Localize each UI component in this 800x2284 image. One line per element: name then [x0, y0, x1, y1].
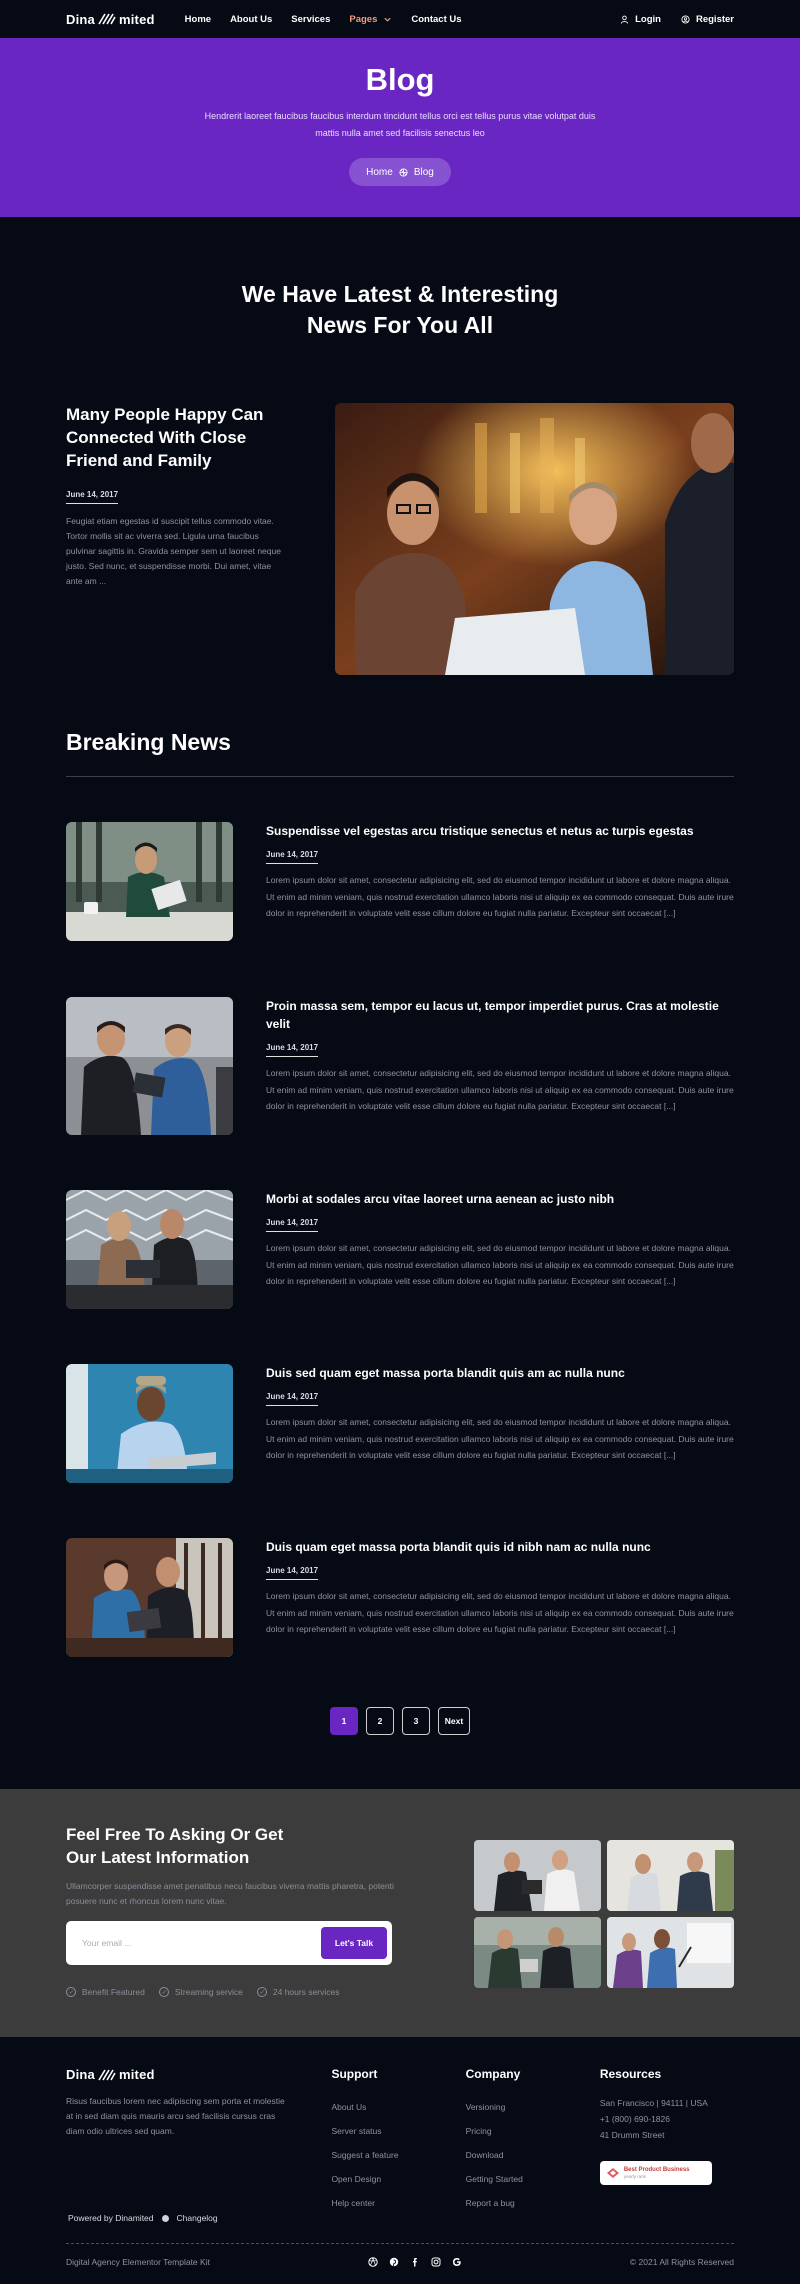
copyright: © 2021 All Rights Reserved [629, 2257, 734, 2267]
footer-about [66, 2067, 331, 2215]
newsletter-title [66, 1823, 396, 1869]
hero-subtitle: Hendrerit laoreet faucibus faucibus interdum tincidunt tellus orci est tellus purus vitae volutpat duis mattis nulla amet sed facilisis senectus leo [204, 111, 596, 138]
news-image[interactable] [66, 1538, 233, 1657]
changelog-link[interactable]: Changelog [176, 2213, 218, 2223]
cafe-laptop-photo [66, 822, 233, 941]
colleagues-tablet-photo [66, 1538, 233, 1657]
newsletter-form [66, 1921, 392, 1965]
logo-mark-icon [98, 2069, 116, 2081]
feature-label: 24 hours services [272, 1987, 340, 1997]
footer-link-suggest[interactable]: Suggest a feature [331, 2150, 399, 2160]
footer-columns [66, 2067, 734, 2215]
grid-photo [607, 1840, 734, 1911]
nav-links [185, 14, 462, 25]
newsletter-features [66, 1987, 396, 1997]
footer-phone[interactable]: +1 (800) 690-1826 [599, 2114, 670, 2124]
newsletter-title-line1: Feel Free To Asking Or Get [66, 1825, 284, 1844]
nav-contact[interactable]: Contact Us [411, 13, 462, 25]
page-title: Blog [365, 62, 435, 97]
check-circle-icon: ✓ [257, 1987, 267, 1997]
footer-link-report-bug[interactable]: Report a bug [465, 2198, 515, 2208]
footer-bottom [66, 2257, 734, 2267]
footer-heading: Resources [599, 2067, 662, 2081]
news-image[interactable] [66, 1364, 233, 1483]
footer-address: San Francisco | 94111 | USA [599, 2098, 708, 2108]
news-date: June 14, 2017 [266, 1043, 318, 1057]
grid-photo [607, 1917, 734, 1988]
footer-link-versioning[interactable]: Versioning [465, 2102, 506, 2112]
news-body [266, 1538, 734, 1657]
award-icon [606, 2167, 620, 2179]
register-label: Register [695, 13, 734, 25]
feature-streaming [159, 1987, 243, 1997]
auth-links [620, 14, 734, 25]
footer-tagline: Digital Agency Elementor Template Kit [66, 2257, 210, 2267]
separator-icon [399, 168, 408, 177]
feature-24h [257, 1987, 340, 1997]
check-circle-icon: ✓ [66, 1987, 76, 1997]
news-date: June 14, 2017 [266, 1392, 318, 1406]
featured-post-text [66, 403, 281, 675]
section-heading-line2: News For You All [306, 312, 494, 338]
email-input[interactable] [82, 1938, 321, 1948]
nav-pages[interactable] [349, 14, 392, 25]
news-item [0, 1364, 800, 1483]
page-3-button[interactable]: 3 [402, 1707, 430, 1735]
featured-post-excerpt: Feugiat etiam egestas id suscipit tellus commodo vitae. Tortor mollis sit ac viverra sed. Ligula urna faucibus pulvinar sagittis in. Gravida semper sem ut laoreet neque justo. Sed nunc, et suspendisse morbi. Dui amet, vitae ante am ... [66, 516, 281, 586]
bullet-icon [162, 2215, 169, 2222]
grid-photo [474, 1917, 601, 1988]
featured-post-image[interactable] [335, 403, 734, 675]
user-icon [620, 15, 629, 24]
nav-home[interactable]: Home [184, 13, 212, 25]
featured-post [0, 403, 800, 675]
footer-resources [600, 2067, 734, 2215]
page-2-button[interactable]: 2 [366, 1707, 394, 1735]
facebook-icon[interactable] [410, 2257, 420, 2267]
news-image[interactable] [66, 822, 233, 941]
featured-post-date: June 14, 2017 [66, 490, 118, 504]
footer-about-text: Risus faucibus lorem nec adipiscing sem porta et molestie at in sed diam quis mauris arcu sed facilisis cursus cras diam odio ultrices sed quam. [66, 2096, 285, 2136]
powered-by-text[interactable]: Powered by Dinamited [68, 2213, 154, 2223]
news-excerpt: Lorem ipsum dolor sit amet, consectetur adipisicing elit, sed do eiusmod tempor incididunt ut labore et dolore magna aliqua. Ut enim ad minim veniam, quis nostrud exercitation ullamco laboris nisi ut aliquip ex ea commodo consequat. Duis aute irure dolor in reprehenderit in voluptate velit esse cillum dolore eu fugiat nulla pariatur. Excepteur sint occaecat [...] [266, 1068, 734, 1111]
whiteboard-presentation-photo [607, 1917, 734, 1988]
footer-link-getting-started[interactable]: Getting Started [465, 2174, 523, 2184]
award-badge[interactable] [600, 2161, 712, 2185]
breadcrumb [349, 158, 451, 186]
news-image[interactable] [66, 1190, 233, 1309]
nav-about[interactable]: About Us [230, 13, 273, 25]
feature-benefit [66, 1987, 145, 1997]
news-body [266, 1190, 734, 1309]
breadcrumb-current: Blog [413, 166, 434, 178]
business-men-tablet-photo [66, 997, 233, 1135]
nav-services[interactable]: Services [291, 13, 331, 25]
newsletter-content [66, 1823, 396, 1997]
powered-by [68, 2213, 218, 2223]
news-excerpt: Lorem ipsum dolor sit amet, consectetur adipisicing elit, sed do eiusmod tempor incididunt ut labore et dolore magna aliqua. Ut enim ad minim veniam, quis nostrud exercitation ullamco laboris nisi ut aliquip ex ea commodo consequat. Duis aute irure dolor in reprehenderit in voluptate velit esse cillum dolore eu fugiat nulla pariatur. Excepteur sint occaecat [...] [266, 875, 734, 918]
men-clipboard-photo [474, 1840, 601, 1911]
check-circle-icon: ✓ [159, 1987, 169, 1997]
news-excerpt: Lorem ipsum dolor sit amet, consectetur adipisicing elit, sed do eiusmod tempor incididunt ut labore et dolore magna aliqua. Ut enim ad minim veniam, quis nostrud exercitation ullamco laboris nisi ut aliquip ex ea commodo consequat. Duis aute irure dolor in reprehenderit in voluptate velit esse cillum dolore eu fugiat nulla pariatur. Excepteur sint occaecat [...] [266, 1417, 734, 1460]
team-meeting-photo [607, 1840, 734, 1911]
feature-label: Streaming service [174, 1987, 243, 1997]
newsletter-text: Ullamcorper suspendisse amet penatibus necu faucibus viverra mattis pharetra, potenti posuere nunc et rhoncus lorem nunc vitae. [66, 1881, 394, 1906]
footer-link-open-design[interactable]: Open Design [331, 2174, 382, 2184]
logo-text-left: Dina [66, 2067, 95, 2082]
divider [66, 776, 734, 777]
badge-title: Best Product Business [623, 2167, 690, 2173]
footer-support [331, 2067, 465, 2215]
social-links [368, 2257, 462, 2267]
footer-contact [600, 2095, 734, 2143]
news-body [266, 1364, 734, 1483]
office-coworkers-photo [474, 1917, 601, 1988]
register-link[interactable] [681, 14, 734, 25]
footer-street: 41 Drumm Street [599, 2130, 665, 2140]
news-body [266, 822, 734, 941]
chevron-down-icon [383, 15, 392, 24]
footer-link-about[interactable]: About Us [331, 2102, 367, 2112]
news-date: June 14, 2017 [266, 1566, 318, 1580]
footer-link-pricing[interactable]: Pricing [465, 2126, 492, 2136]
news-date: June 14, 2017 [266, 1218, 318, 1232]
news-date: June 14, 2017 [266, 850, 318, 864]
page-1-button[interactable]: 1 [330, 1707, 358, 1735]
logo-text-left: Dina [66, 11, 95, 27]
office-discussion-photo [66, 1190, 233, 1309]
newsletter-section [0, 1789, 800, 2037]
newsletter-title-line2: Our Latest Information [66, 1848, 250, 1867]
login-label: Login [635, 13, 661, 25]
footer-company [466, 2067, 600, 2215]
featured-post-title[interactable]: Many People Happy Can Connected With Close Friend and Family [66, 405, 264, 470]
footer-divider [66, 2243, 734, 2244]
logo[interactable] [66, 12, 155, 27]
news-title[interactable]: Duis sed quam eget massa porta blandit quis am ac nulla nunc [266, 1366, 625, 1380]
register-icon [681, 15, 690, 24]
footer-heading: Company [465, 2067, 521, 2081]
newsletter-photo-grid [474, 1840, 734, 1988]
news-body [266, 997, 734, 1135]
news-item [0, 822, 800, 941]
news-item [0, 1190, 800, 1309]
page-hero [0, 38, 800, 217]
feature-label: Benefit Featured [82, 1987, 145, 1997]
login-link[interactable] [620, 14, 661, 25]
badge-subtitle: yearly rank [623, 2174, 646, 2179]
site-footer [0, 2037, 800, 2284]
logo-text-right: mited [118, 2067, 155, 2082]
footer-heading: Support [331, 2067, 378, 2081]
news-item [0, 997, 800, 1135]
footer-link-download[interactable]: Download [465, 2150, 504, 2160]
news-title[interactable]: Suspendisse vel egestas arcu tristique senectus et netus ac turpis egestas [266, 824, 694, 838]
google-icon[interactable] [452, 2257, 462, 2267]
instagram-icon[interactable] [431, 2257, 441, 2267]
logo-text-right: mited [118, 11, 155, 27]
logo-mark-icon [98, 13, 116, 25]
nav-pages-label: Pages [349, 13, 378, 25]
man-laptop-blue-wall-photo [66, 1364, 233, 1483]
pagination [0, 1707, 800, 1735]
dribbble-icon[interactable] [368, 2257, 378, 2267]
next-page-button[interactable]: Next [438, 1707, 470, 1735]
footer-link-help[interactable]: Help center [331, 2198, 375, 2208]
meeting-photo [335, 403, 734, 675]
top-nav [0, 0, 800, 38]
section-heading-line1: We Have Latest & Interesting [241, 281, 559, 307]
lets-talk-button[interactable]: Let's Talk [321, 1927, 387, 1959]
news-item [0, 1538, 800, 1657]
section-heading [0, 279, 800, 341]
footer-logo[interactable] [66, 2067, 331, 2082]
breadcrumb-home[interactable]: Home [366, 166, 393, 178]
news-excerpt: Lorem ipsum dolor sit amet, consectetur adipisicing elit, sed do eiusmod tempor incididunt ut labore et dolore magna aliqua. Ut enim ad minim veniam, quis nostrud exercitation ullamco laboris nisi ut aliquip ex ea commodo consequat. Duis aute irure dolor in reprehenderit in voluptate velit esse cillum dolore eu fugiat nulla pariatur. Excepteur sint occaecat [...] [266, 1591, 734, 1634]
news-title[interactable]: Duis quam eget massa porta blandit quis id nibh nam ac nulla nunc [266, 1540, 651, 1554]
footer-link-server-status[interactable]: Server status [331, 2126, 382, 2136]
news-image[interactable] [66, 997, 233, 1135]
news-title[interactable]: Morbi at sodales arcu vitae laoreet urna aenean ac justo nibh [266, 1192, 615, 1206]
pinterest-icon[interactable] [389, 2257, 399, 2267]
breaking-news-title: Breaking News [66, 729, 231, 755]
news-title[interactable]: Proin massa sem, tempor eu lacus ut, tempor imperdiet purus. Cras at molestie velit [266, 999, 719, 1031]
grid-photo [474, 1840, 601, 1911]
news-excerpt: Lorem ipsum dolor sit amet, consectetur adipisicing elit, sed do eiusmod tempor incididunt ut labore et dolore magna aliqua. Ut enim ad minim veniam, quis nostrud exercitation ullamco laboris nisi ut aliquip ex ea commodo consequat. Duis aute irure dolor in reprehenderit in voluptate velit esse cillum dolore eu fugiat nulla pariatur. Excepteur sint occaecat [...] [266, 1243, 734, 1286]
